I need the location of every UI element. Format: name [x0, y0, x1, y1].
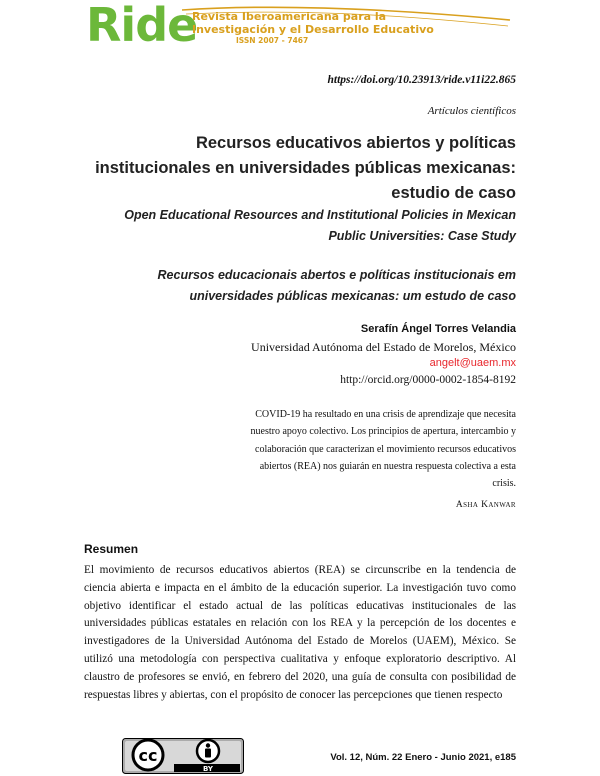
by-label: BY	[202, 765, 214, 773]
doi-link[interactable]: https://doi.org/10.23913/ride.v11i22.865	[327, 74, 516, 86]
author-name: Serafín Ángel Torres Velandia	[360, 323, 516, 335]
epigraph-quote: COVID-19 ha resultado en una crisis de aprendizaje que necesita nuestro apoyo colectivo. Los principios de apertura, intercambio y colaboración que caracterizan el movimiento recursos educativos abiertos (REA) nos guiarán en nuestra respuesta colectiva a esta crisis.	[250, 409, 516, 490]
epigraph-author: Asha Kanwar	[455, 500, 516, 510]
title-portuguese: Recursos educacionais abertos e políticas institucionais em universidades públicas mexicanas: um estudo de caso	[157, 268, 516, 303]
author-affiliation: Universidad Autónoma del Estado de Morelos, México	[251, 340, 516, 354]
author-orcid-link[interactable]: http://orcid.org/0000-0002-1854-8192	[340, 374, 516, 386]
journal-name-line1: Revista Iberoamericana para la	[192, 10, 387, 23]
creative-commons-by-icon[interactable]	[122, 738, 244, 774]
abstract-text: El movimiento de recursos educativos abiertos (REA) se circunscribe en la tendencia de ciencia abierta e impacta en el ámbito de la educación superior. La investigación tuvo como objetivo identificar el estado actual de las políticas educativas institucionales de las universidades públicas estatales en relación con los REA y la percepción de los docentes e investigadores de la Universidad Autónoma del Estado de Morelos (UAEM), México. Se utilizó una metodología con perspectiva cualitativa y enfoque exploratorio descriptivo. Al claustro de profesores se envió, en febrero del 2020, una guía de consulta con posibilidad de respuestas libres y abiertas, con el propósito de conocer las percepciones que tienen respecto	[84, 564, 516, 701]
cc-label: cc	[138, 746, 158, 765]
footer-volume: Vol. 12, Núm. 22 Enero - Junio 2021, e185	[330, 752, 516, 763]
title-spanish: Recursos educativos abiertos y políticas institucionales en universidades públicas mexicanas: estudio de caso	[95, 134, 516, 202]
abstract-heading: Resumen	[84, 542, 139, 556]
section-label: Artículos científicos	[427, 105, 516, 117]
journal-name-line2: Investigación y el Desarrollo Educativo	[192, 23, 434, 36]
title-english: Open Educational Resources and Institutional Policies in Mexican Public Universities: Case Study	[124, 208, 516, 243]
journal-logo-text: Ride	[86, 0, 198, 52]
journal-issn: ISSN 2007 - 7467	[236, 36, 309, 45]
author-email-link[interactable]: angelt@uaem.mx	[429, 357, 516, 369]
